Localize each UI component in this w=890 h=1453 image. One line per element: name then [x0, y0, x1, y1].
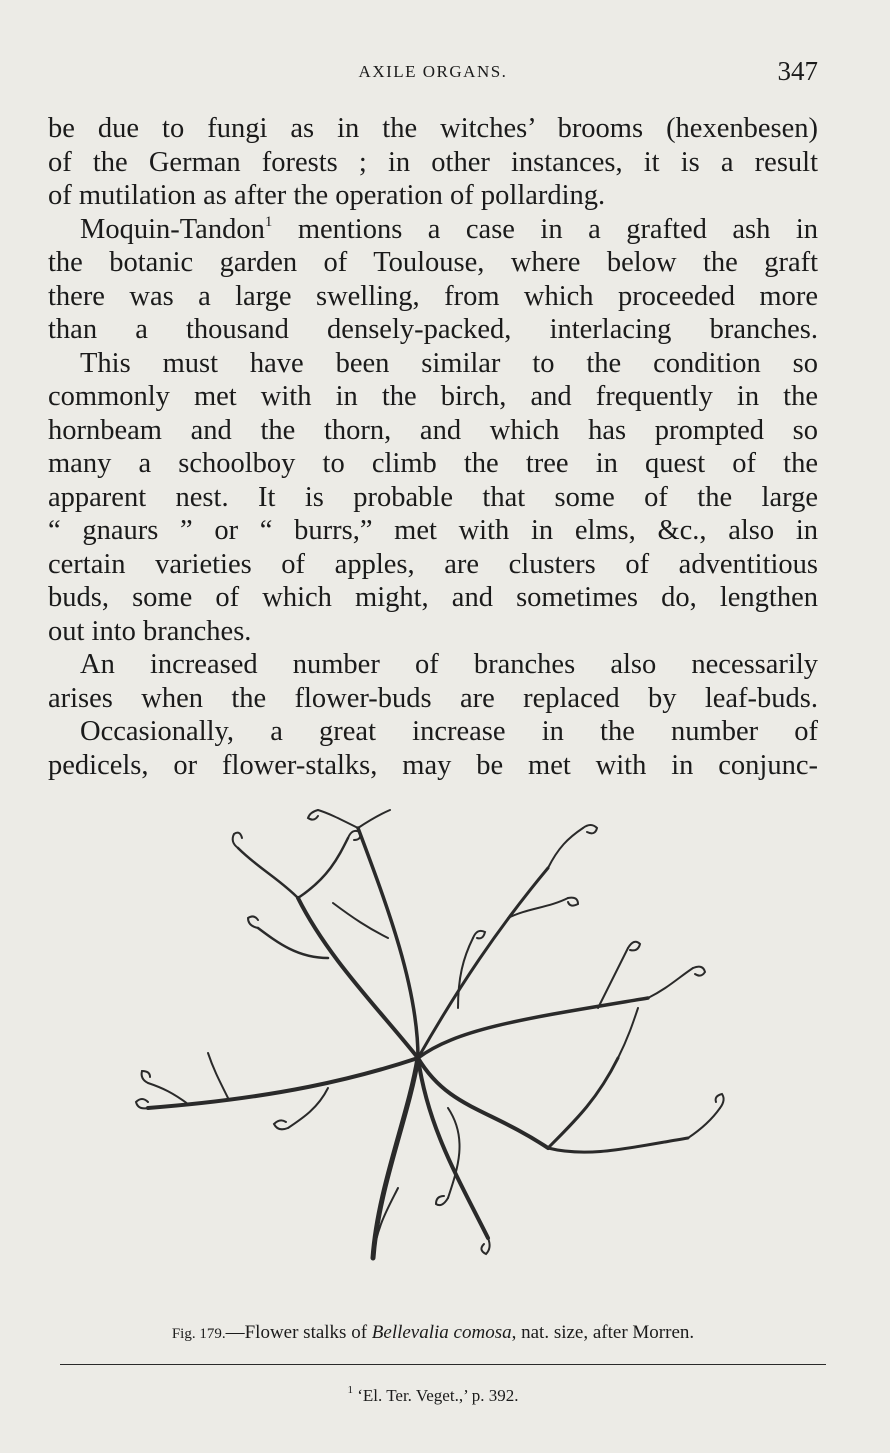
footnote-divider	[60, 1364, 826, 1365]
flower-stalks-drawing	[128, 808, 728, 1276]
paragraph-4	[48, 648, 818, 715]
text-line: Occasionally, a great increase in the number of	[80, 716, 818, 747]
branch	[688, 1108, 720, 1138]
branch	[648, 968, 693, 998]
branch-tip	[136, 1099, 148, 1108]
branch	[333, 903, 388, 938]
text-line: out into branches.	[48, 615, 252, 647]
text-line: of mutilation as after the operation of pollarding.	[48, 180, 606, 211]
figure-caption	[48, 1322, 818, 1344]
text-line: commonly met with in the birch, and frequently in the	[48, 381, 818, 412]
branch	[358, 810, 390, 828]
text-line: buds, some of which might, and sometimes do, lengthen	[48, 582, 818, 613]
body-text	[48, 112, 818, 782]
branch	[598, 948, 628, 1008]
branch	[618, 1008, 638, 1058]
text-line: there was a large swelling, from which proceeded more	[48, 280, 818, 312]
branch-tip	[233, 833, 242, 848]
branch	[148, 1083, 188, 1104]
species-name: Bellevalia comosa	[371, 1322, 512, 1343]
branch-tip	[583, 825, 597, 833]
page-number: 347	[777, 56, 818, 86]
branch-tip	[481, 1238, 489, 1254]
text-line: arises when the flower-buds are replaced by leaf-buds.	[48, 682, 818, 714]
figure-label: Fig. 179.	[171, 1326, 226, 1342]
branch	[288, 1088, 328, 1128]
main-stalk	[298, 898, 418, 1058]
paragraph-3	[48, 347, 818, 649]
branch-tip	[693, 967, 705, 976]
text-line: “ gnaurs ” or “ burrs,” met with in elms, &c., also in	[48, 515, 818, 546]
text-line: An increased number of branches also necessarily	[80, 649, 818, 680]
branch	[448, 1108, 460, 1198]
text-line: of the German forests ; in other instances, it is a result	[48, 146, 818, 178]
branch-tip	[628, 942, 640, 951]
branch	[318, 810, 358, 828]
text-line: be due to fungi as in the witches’ brooms (hexenbesen)	[48, 113, 818, 144]
text-line-with-footnote	[48, 213, 818, 247]
paragraph-5	[48, 715, 818, 782]
caption-text: —Flower stalks of	[225, 1322, 372, 1343]
running-head: AXILE ORGANS.	[358, 62, 508, 81]
main-stalk	[418, 1058, 488, 1238]
branch-tip	[248, 916, 258, 928]
paragraph-2	[48, 213, 818, 347]
footnote-text: ‘El. Ter. Veget.,’ p. 392.	[357, 1386, 519, 1405]
main-stalk	[548, 1138, 688, 1152]
branch-tip	[473, 931, 485, 939]
paragraph-1	[48, 112, 818, 213]
branch-tip	[568, 898, 578, 906]
text-line: pedicels, or flower-stalks, may be met with in conjunc-	[48, 749, 818, 781]
text-line: This must have been similar to the condition so	[80, 347, 818, 379]
branch-tip	[716, 1094, 724, 1108]
branch-tip	[274, 1120, 288, 1129]
caption-text: , nat. size, after Morren.	[511, 1322, 695, 1343]
branch-tip	[348, 831, 360, 840]
text-fragment: Moquin-Tandon	[80, 213, 265, 245]
main-stalk	[418, 998, 648, 1058]
main-stalk	[548, 1058, 618, 1148]
text-line: many a schoolboy to climb the tree in quest of the	[48, 448, 818, 479]
footnote-marker: 1	[347, 1384, 353, 1396]
branch-tip	[436, 1196, 448, 1205]
text-line: hornbeam and the thorn, and which has prompted so	[48, 414, 818, 446]
branch-tip	[142, 1071, 150, 1083]
branch	[548, 828, 583, 868]
branch	[298, 838, 348, 898]
footnote-ref: 1	[264, 213, 273, 230]
text-line: apparent nest. It is probable that some of the large	[48, 481, 818, 513]
footnote	[48, 1386, 818, 1406]
branch	[238, 848, 298, 898]
branch	[208, 1053, 228, 1098]
branch-tip	[308, 810, 318, 820]
text-fragment: mentions a case in a grafted ash in	[297, 213, 818, 245]
page-header	[48, 56, 818, 90]
main-stalk	[148, 1058, 418, 1108]
text-line: than a thousand densely-packed, interlacing branches.	[48, 314, 818, 345]
figure-illustration	[128, 808, 728, 1276]
text-line: the botanic garden of Toulouse, where below the graft	[48, 247, 818, 278]
text-line: certain varieties of apples, are clusters of adventitious	[48, 548, 818, 580]
